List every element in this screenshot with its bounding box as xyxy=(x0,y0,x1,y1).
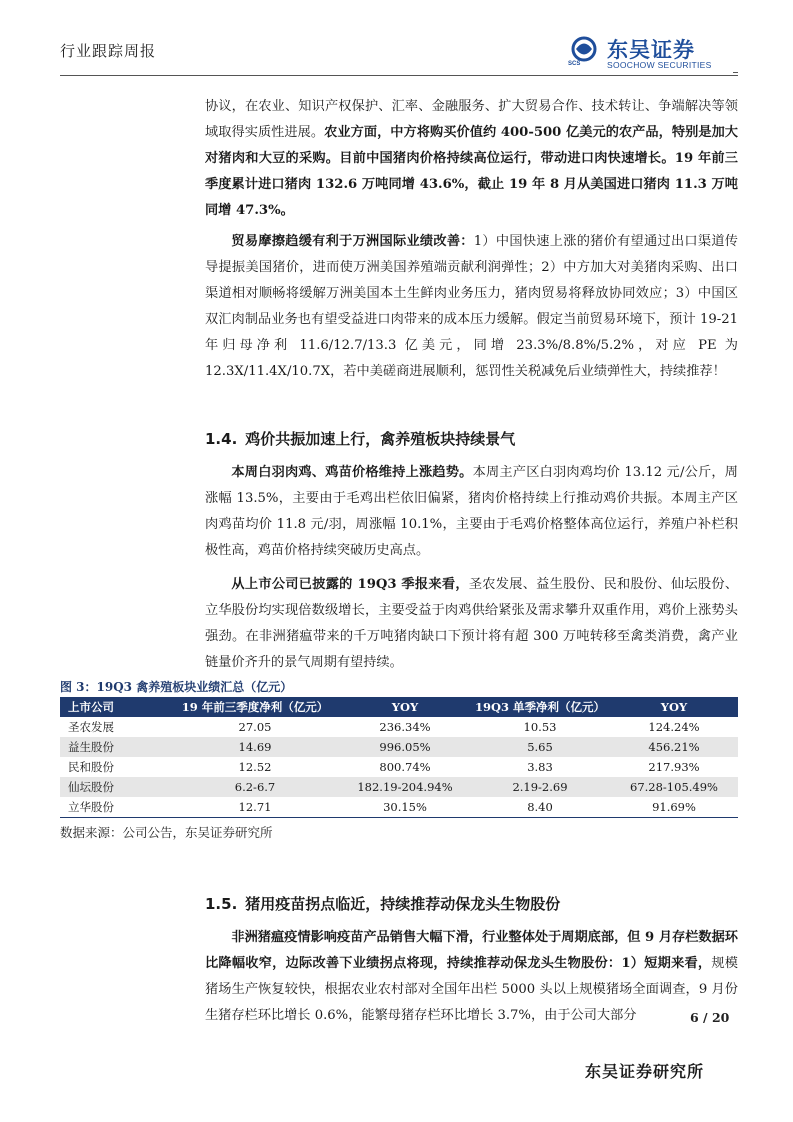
cell-value: 3.83 xyxy=(527,760,553,774)
cell-company: 益生股份 xyxy=(60,737,170,757)
cell-value: 800.74% xyxy=(379,760,431,774)
cell-value: 10.53 xyxy=(523,720,557,734)
data-source-note: 数据来源：公司公告，东吴证券研究所 xyxy=(60,825,273,840)
cell-value: 12.71 xyxy=(170,797,340,817)
paragraph-q3-reports xyxy=(205,572,738,676)
cell-value: 182.19-204.94% xyxy=(340,777,470,797)
cell-value: 2.19-2.69 xyxy=(470,777,610,797)
cell-value: 124.24% xyxy=(648,720,700,734)
cell-value: 8.40 xyxy=(470,797,610,817)
table-row xyxy=(60,717,738,737)
text: 1）中国快速上涨的猪价有望通过出口渠道传导提振美国猪价，进而使万洲美国养殖端贡献利润弹性；2）中方加大对美猪肉采购、出口渠道相对顺畅将缓解万洲美国本土生鲜肉业务压力，猪肉贸易将释放协同效应；3）中国区双汇肉制品业务也有望受益进口肉带来的成本压力缓解。假定当前贸易环境下，预计 19-21 年归母净利 11.6/12.7/13.3 亿美元，同增 23.3%/8.8%/5.2%，对应 PE 为 12.3X/11.4X/10.7X，若中美磋商进展顺利，惩罚性关税减免后业绩弹性大，持续推荐！ xyxy=(205,234,738,379)
table-row xyxy=(60,757,738,777)
section-heading-1-4 xyxy=(205,428,515,449)
cell-value: 27.05 xyxy=(238,720,272,734)
figure-title: 图 3：19Q3 禽养殖板块业绩汇总（亿元） xyxy=(60,680,293,694)
poultry-performance-table xyxy=(60,697,738,818)
page-number: 6 / 20 xyxy=(690,1010,730,1025)
paragraph-wh-group xyxy=(205,229,738,385)
table-row xyxy=(60,797,738,817)
paragraph-chicken-price xyxy=(205,460,738,564)
paragraph-vaccine xyxy=(205,925,738,1029)
cell-value: 67.28-105.49% xyxy=(610,777,738,797)
bold-lead: 从上市公司已披露的 19Q3 季报来看， xyxy=(231,577,469,592)
table-row xyxy=(60,777,738,797)
logo-chinese-name: 东吴证券 xyxy=(607,38,695,62)
section-heading-1-5 xyxy=(205,893,560,914)
column-header: 19 年前三季度净利（亿元） xyxy=(170,697,340,717)
header-divider-tick xyxy=(733,72,738,73)
cell-company: 圣农发展 xyxy=(68,720,114,734)
bold-lead: 本周白羽肉鸡、鸡苗价格维持上涨趋势。 xyxy=(231,465,473,480)
column-header: 19Q3 单季净利（亿元） xyxy=(470,697,610,717)
text: 圣农发展、益生股份、民和股份、仙坛股份、立华股份均实现倍数级增长，主要受益于肉鸡供给紧张及需求攀升双重作用，鸡价上涨势头强劲。在非洲猪瘟带来的千万吨猪肉缺口下预计将有超 300 万吨转移至禽类消费，禽产业链量价齐升的景气周期有望持续。 xyxy=(205,577,739,670)
table-header-row xyxy=(60,697,738,717)
section-title: 鸡价共振加速上行，禽养殖板块持续景气 xyxy=(245,430,516,448)
column-header: YOY xyxy=(610,697,738,717)
logo-english-name: SOOCHOW SECURITIES xyxy=(607,60,712,70)
cell-value: 14.69 xyxy=(170,737,340,757)
company-logo xyxy=(567,36,742,72)
cell-value: 236.34% xyxy=(379,720,431,734)
cell-value: 6.2-6.7 xyxy=(170,777,340,797)
column-header: YOY xyxy=(340,697,470,717)
text: 规模猪场生产恢复较快，根据农业农村部对全国年出栏 5000 头以上规模猪场全面调查，9 月份生猪存栏环比增长 0.6%，能繁母猪存栏环比增长 3.7%，由于公司大部分 xyxy=(205,956,738,1023)
cell-company: 民和股份 xyxy=(68,760,114,774)
cell-value: 996.05% xyxy=(340,737,470,757)
cell-value: 5.65 xyxy=(470,737,610,757)
section-number: 1.5. xyxy=(205,895,238,913)
section-number: 1.4. xyxy=(205,430,238,448)
cell-value: 12.52 xyxy=(238,760,272,774)
cell-company: 立华股份 xyxy=(60,797,170,817)
text: 本周主产区白羽肉鸡均价 13.12 元/公斤，周涨幅 13.5%，主要由于毛鸡出栏依旧偏紧，猪肉价格持续上行推动鸡价共振。本周主产区肉鸡苗均价 11.8 元/羽，周涨幅 10.1%，主要由于毛鸡价格整体高位运行，养殖户补栏积极性高，鸡苗价格持续突破历史高点。 xyxy=(205,465,738,558)
header-divider xyxy=(60,75,738,76)
cell-value: 91.69% xyxy=(610,797,738,817)
paragraph-trade-agreement xyxy=(205,94,738,224)
cell-company: 仙坛股份 xyxy=(60,777,170,797)
section-title: 猪用疫苗拐点临近，持续推荐动保龙头生物股份 xyxy=(245,895,561,913)
text: 协议，在农业、知识产权保护、汇率、金融服务、扩大贸易合作、技术转让、争端解决等领域取得实质性进展。 xyxy=(205,99,738,140)
footer-organization: 东吴证券研究所 xyxy=(585,1062,705,1081)
bold-lead: 贸易摩擦趋缓有利于万洲国际业绩改善： xyxy=(231,234,474,249)
logo-abbr: SCS xyxy=(568,61,581,67)
cell-value: 30.15% xyxy=(340,797,470,817)
bold-text: 农业方面，中方将购买价值约 400-500 亿美元的农产品，特别是加大对猪肉和大豆的采购。目前中国猪肉价格持续高位运行，带动进口肉快速增长。19 年前三季度累计进口猪肉 132.6 万吨同增 43.6%，截止 19 年 8 月从美国进口猪肉 11.3 万吨同增 47.3%。 xyxy=(205,125,738,218)
column-header: 上市公司 xyxy=(60,697,170,717)
table-row xyxy=(60,737,738,757)
bold-lead: 非洲猪瘟疫情影响疫苗产品销售大幅下滑，行业整体处于周期底部，但 9 月存栏数据环比降幅收窄，边际改善下业绩拐点将现，持续推荐动保龙头生物股份：1）短期来看， xyxy=(205,930,738,971)
cell-value: 217.93% xyxy=(648,760,700,774)
report-type-label: 行业跟踪周报 xyxy=(60,42,157,60)
cell-value: 456.21% xyxy=(610,737,738,757)
